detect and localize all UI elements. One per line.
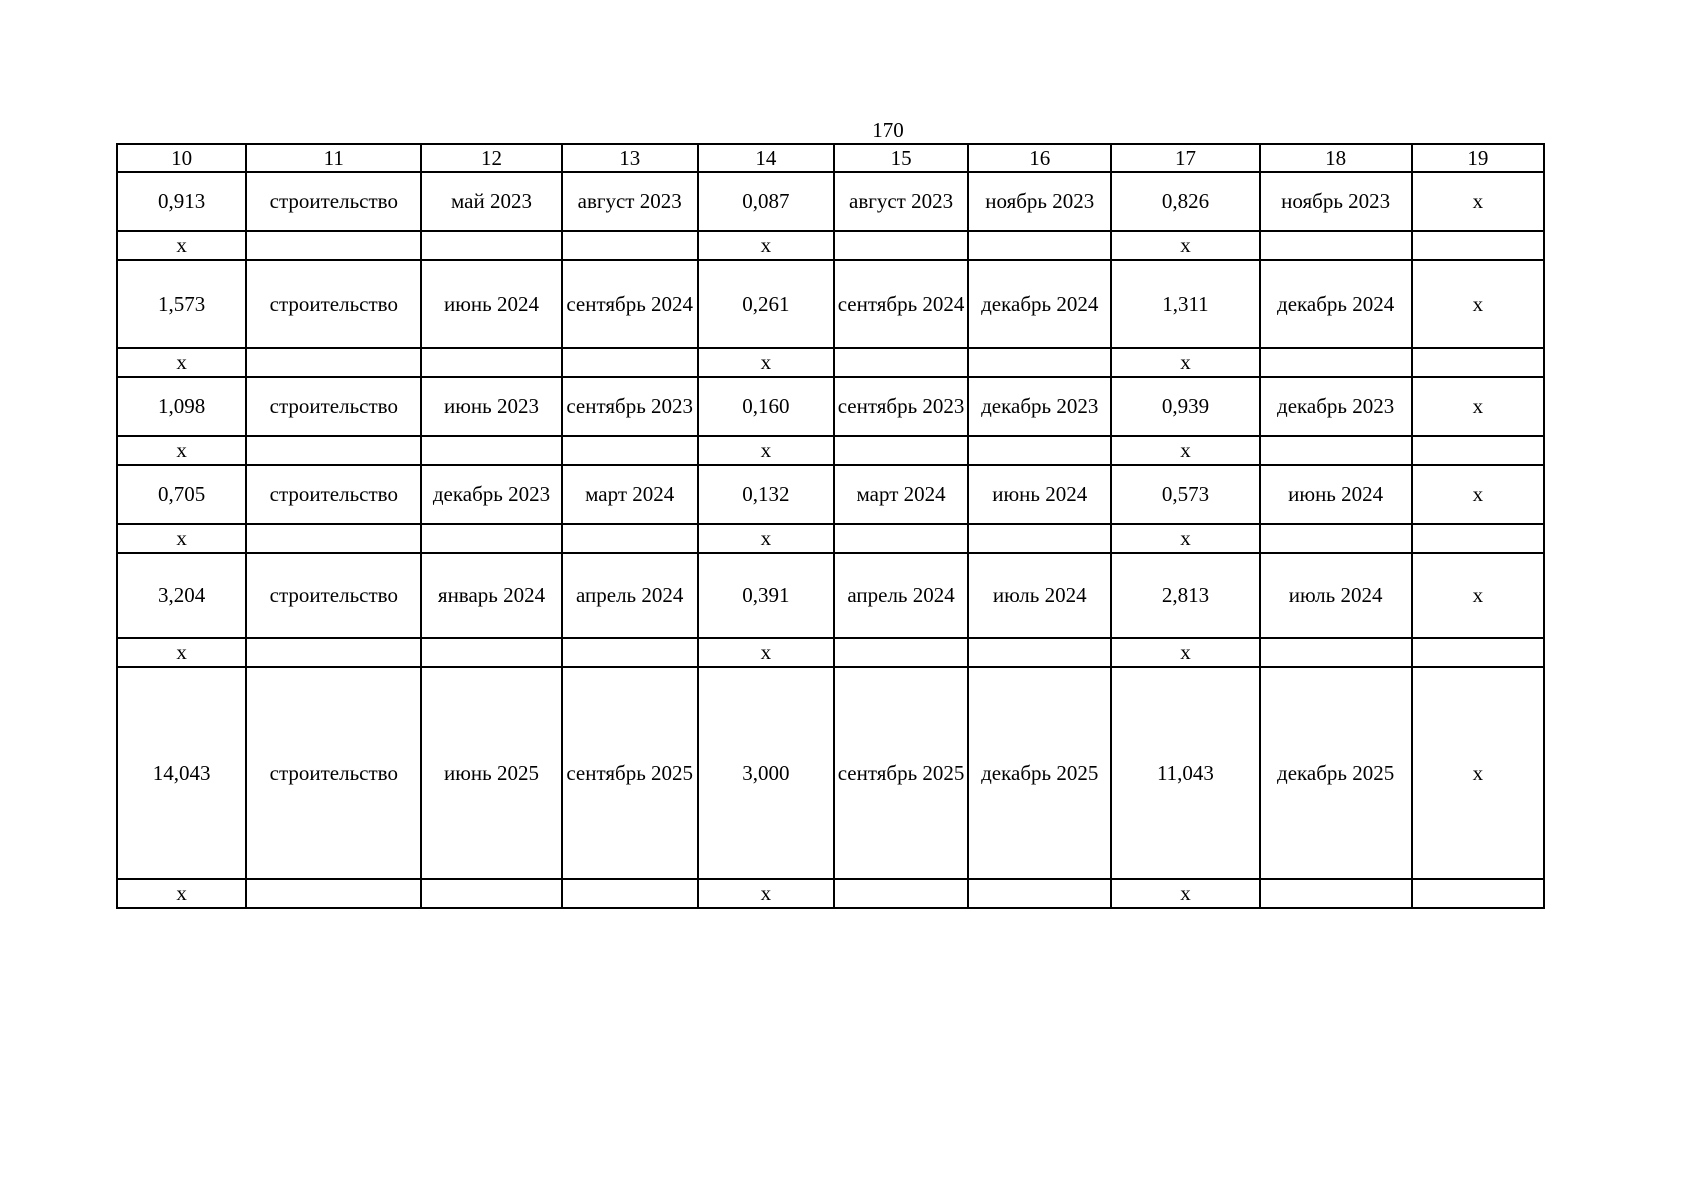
table-cell <box>562 638 698 667</box>
table-cell <box>834 436 968 465</box>
table-cell: май 2023 <box>421 172 561 231</box>
table-cell: декабрь 2024 <box>968 260 1111 348</box>
table-cell: сентябрь 2023 <box>834 377 968 436</box>
table-cell: х <box>117 231 246 260</box>
column-header: 12 <box>421 144 561 172</box>
table-row-x <box>117 638 1544 667</box>
table-cell <box>968 879 1111 908</box>
table-cell: июль 2024 <box>968 553 1111 638</box>
table-cell: декабрь 2024 <box>1260 260 1412 348</box>
table-cell: строительство <box>246 667 421 879</box>
table-cell: х <box>117 879 246 908</box>
table-row-x <box>117 524 1544 553</box>
table-cell <box>421 231 561 260</box>
table-cell <box>421 436 561 465</box>
table-cell <box>1412 348 1544 377</box>
table-cell: строительство <box>246 260 421 348</box>
table-header-row <box>117 144 1544 172</box>
table-cell <box>1260 524 1412 553</box>
table-cell <box>1260 879 1412 908</box>
table-cell: август 2023 <box>834 172 968 231</box>
table-cell <box>562 436 698 465</box>
table-cell: х <box>1111 436 1259 465</box>
table-cell: март 2024 <box>834 465 968 524</box>
table-cell <box>1260 348 1412 377</box>
table-cell <box>1412 879 1544 908</box>
column-header: 16 <box>968 144 1111 172</box>
table-cell: апрель 2024 <box>562 553 698 638</box>
table-cell: сентябрь 2024 <box>562 260 698 348</box>
table-cell: 3,204 <box>117 553 246 638</box>
table-cell: 1,098 <box>117 377 246 436</box>
table-cell: х <box>1412 260 1544 348</box>
table-row-x <box>117 348 1544 377</box>
page-number: 170 <box>872 118 904 142</box>
table-cell: х <box>1111 231 1259 260</box>
column-header: 17 <box>1111 144 1259 172</box>
table-cell: строительство <box>246 377 421 436</box>
table-cell <box>562 348 698 377</box>
table-cell: декабрь 2025 <box>968 667 1111 879</box>
table-row <box>117 172 1544 231</box>
table-row-x <box>117 879 1544 908</box>
table-cell: декабрь 2023 <box>968 377 1111 436</box>
table-cell: 11,043 <box>1111 667 1259 879</box>
table-cell: х <box>1412 377 1544 436</box>
table-cell <box>968 638 1111 667</box>
table-cell: 0,913 <box>117 172 246 231</box>
table-row-x <box>117 436 1544 465</box>
table-cell: декабрь 2023 <box>1260 377 1412 436</box>
table-cell: июнь 2025 <box>421 667 561 879</box>
table-cell: 0,826 <box>1111 172 1259 231</box>
table-cell <box>421 638 561 667</box>
table-cell <box>968 524 1111 553</box>
table-cell <box>1412 524 1544 553</box>
column-header: 14 <box>698 144 834 172</box>
column-header: 11 <box>246 144 421 172</box>
table-cell <box>1412 436 1544 465</box>
table-cell <box>246 524 421 553</box>
table-cell: х <box>1111 348 1259 377</box>
table-cell: строительство <box>246 172 421 231</box>
table-row-x <box>117 231 1544 260</box>
table-cell <box>421 348 561 377</box>
table-cell <box>246 638 421 667</box>
table-cell <box>834 879 968 908</box>
table-cell: декабрь 2023 <box>421 465 561 524</box>
table-cell: июль 2024 <box>1260 553 1412 638</box>
table-cell: 0,391 <box>698 553 834 638</box>
table-cell: х <box>117 436 246 465</box>
table-cell <box>421 524 561 553</box>
table-cell: декабрь 2025 <box>1260 667 1412 879</box>
table-cell: х <box>1111 879 1259 908</box>
table-cell: июнь 2024 <box>1260 465 1412 524</box>
column-header: 19 <box>1412 144 1544 172</box>
table-cell <box>246 231 421 260</box>
table-cell <box>246 436 421 465</box>
table-cell: март 2024 <box>562 465 698 524</box>
table-cell: х <box>117 524 246 553</box>
table-cell: ноябрь 2023 <box>1260 172 1412 231</box>
table-row <box>117 465 1544 524</box>
table-cell <box>834 524 968 553</box>
column-header: 18 <box>1260 144 1412 172</box>
table-cell: 0,132 <box>698 465 834 524</box>
table-cell <box>968 231 1111 260</box>
table-cell: сентябрь 2025 <box>562 667 698 879</box>
table-cell: х <box>1412 465 1544 524</box>
table-cell <box>834 638 968 667</box>
table-cell: х <box>698 348 834 377</box>
table-cell: июнь 2023 <box>421 377 561 436</box>
table-cell: июнь 2024 <box>968 465 1111 524</box>
table-cell: 14,043 <box>117 667 246 879</box>
table-cell: строительство <box>246 465 421 524</box>
table-cell: 3,000 <box>698 667 834 879</box>
table-cell: 0,939 <box>1111 377 1259 436</box>
data-table <box>116 143 1545 909</box>
table-cell: х <box>117 638 246 667</box>
table-cell: х <box>698 879 834 908</box>
table-row <box>117 377 1544 436</box>
table-cell: х <box>698 231 834 260</box>
table-cell: август 2023 <box>562 172 698 231</box>
table-cell: х <box>698 436 834 465</box>
table-cell: х <box>1412 667 1544 879</box>
table-cell: апрель 2024 <box>834 553 968 638</box>
table-cell <box>246 348 421 377</box>
table-cell: х <box>698 638 834 667</box>
table-cell <box>421 879 561 908</box>
table-cell: ноябрь 2023 <box>968 172 1111 231</box>
table-cell <box>968 436 1111 465</box>
table-cell: х <box>1412 553 1544 638</box>
table-cell: 1,311 <box>1111 260 1259 348</box>
table-cell: 0,160 <box>698 377 834 436</box>
table-cell <box>834 348 968 377</box>
column-header: 10 <box>117 144 246 172</box>
table-cell <box>1412 638 1544 667</box>
column-header: 13 <box>562 144 698 172</box>
table-cell <box>1412 231 1544 260</box>
table-cell: сентябрь 2025 <box>834 667 968 879</box>
table-cell <box>1260 436 1412 465</box>
table-cell: 0,087 <box>698 172 834 231</box>
table-cell: х <box>117 348 246 377</box>
table-cell <box>1260 231 1412 260</box>
table-cell <box>562 879 698 908</box>
table-cell: сентябрь 2023 <box>562 377 698 436</box>
table-cell <box>1260 638 1412 667</box>
table-row <box>117 553 1544 638</box>
table-cell: 2,813 <box>1111 553 1259 638</box>
table-cell: сентябрь 2024 <box>834 260 968 348</box>
table-cell <box>834 231 968 260</box>
column-header: 15 <box>834 144 968 172</box>
table-cell: 1,573 <box>117 260 246 348</box>
table-cell: январь 2024 <box>421 553 561 638</box>
table-cell: х <box>1111 638 1259 667</box>
table-cell: июнь 2024 <box>421 260 561 348</box>
table-body <box>117 144 1544 908</box>
table-cell: х <box>1412 172 1544 231</box>
table-cell <box>246 879 421 908</box>
table-cell: 0,573 <box>1111 465 1259 524</box>
table-cell <box>968 348 1111 377</box>
table-cell <box>562 524 698 553</box>
table-cell: строительство <box>246 553 421 638</box>
table-row <box>117 667 1544 879</box>
table-cell <box>562 231 698 260</box>
table-cell: 0,261 <box>698 260 834 348</box>
table-cell: х <box>1111 524 1259 553</box>
table-cell: х <box>698 524 834 553</box>
table-cell: 0,705 <box>117 465 246 524</box>
table-row <box>117 260 1544 348</box>
